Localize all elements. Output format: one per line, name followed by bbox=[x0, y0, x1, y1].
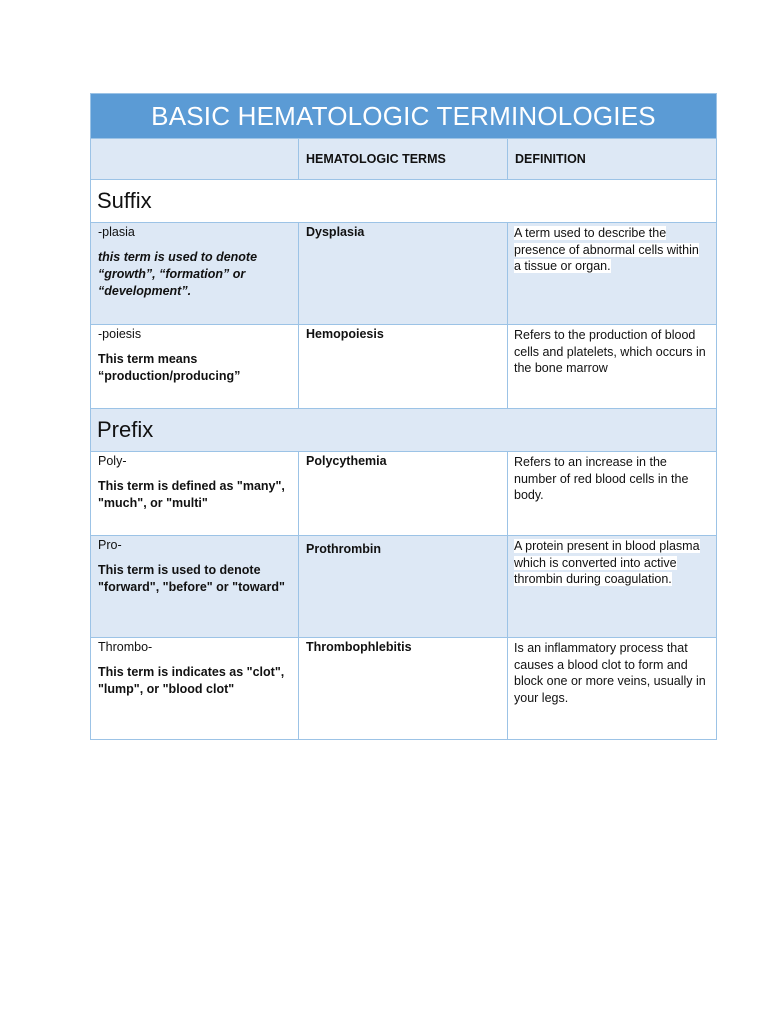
term-cell bbox=[299, 536, 508, 638]
affix: Poly- bbox=[98, 454, 127, 468]
affix: -plasia bbox=[98, 225, 135, 239]
table-row bbox=[91, 325, 717, 409]
affix-description: This term is indicates as "clot", "lump", or "blood clot" bbox=[98, 665, 285, 696]
section-title-prefix: Prefix bbox=[91, 409, 717, 452]
definition: A term used to describe the presence of abnormal cells within a tissue or organ. bbox=[514, 226, 699, 274]
affix-description: This term is defined as "many", "much", or "multi" bbox=[98, 479, 285, 510]
affix-description: This term means “production/producing” bbox=[98, 352, 241, 383]
affix-description: this term is used to denote “growth”, “formation” or “development”. bbox=[98, 250, 258, 298]
section-row-suffix bbox=[91, 180, 717, 223]
affix: Thrombo- bbox=[98, 640, 153, 654]
affix-cell bbox=[91, 452, 299, 536]
definition-cell bbox=[508, 223, 717, 325]
section-row-prefix bbox=[91, 409, 717, 452]
table-row bbox=[91, 638, 717, 740]
definition-cell bbox=[508, 536, 717, 638]
affix-cell bbox=[91, 223, 299, 325]
term: Prothrombin bbox=[306, 542, 381, 556]
header-definition: DEFINITION bbox=[515, 152, 586, 166]
definition: Is an inflammatory process that causes a blood clot to form and block one or more veins, usually in your legs. bbox=[514, 641, 706, 705]
header-col3 bbox=[508, 139, 717, 180]
affix-cell bbox=[91, 638, 299, 740]
affix: Pro- bbox=[98, 538, 122, 552]
terminology-table bbox=[90, 93, 717, 740]
header-col1 bbox=[91, 139, 299, 180]
term: Polycythemia bbox=[306, 454, 387, 468]
definition: Refers to the production of blood cells and platelets, which occurs in the bone marrow bbox=[514, 328, 706, 376]
table-row bbox=[91, 223, 717, 325]
header-row bbox=[91, 139, 717, 180]
title-row bbox=[91, 94, 717, 139]
term-cell bbox=[299, 452, 508, 536]
term-cell bbox=[299, 638, 508, 740]
term: Thrombophlebitis bbox=[306, 640, 412, 654]
affix-cell bbox=[91, 325, 299, 409]
definition-cell bbox=[508, 638, 717, 740]
affix-description: This term is used to denote "forward", "before" or "toward" bbox=[98, 563, 285, 594]
term-cell bbox=[299, 325, 508, 409]
header-col2 bbox=[299, 139, 508, 180]
term: Dysplasia bbox=[306, 225, 365, 239]
term: Hemopoiesis bbox=[306, 327, 384, 341]
table-row bbox=[91, 536, 717, 638]
table-title: BASIC HEMATOLOGIC TERMINOLOGIES bbox=[91, 94, 717, 139]
definition: Refers to an increase in the number of red blood cells in the body. bbox=[514, 455, 689, 503]
definition-cell bbox=[508, 452, 717, 536]
definition-cell bbox=[508, 325, 717, 409]
definition: A protein present in blood plasma which is converted into active thrombin during coagulation. bbox=[514, 539, 700, 587]
section-title-suffix: Suffix bbox=[91, 180, 717, 223]
table-row bbox=[91, 452, 717, 536]
affix-cell bbox=[91, 536, 299, 638]
affix: -poiesis bbox=[98, 327, 142, 341]
header-terms: HEMATOLOGIC TERMS bbox=[306, 152, 446, 166]
term-cell bbox=[299, 223, 508, 325]
